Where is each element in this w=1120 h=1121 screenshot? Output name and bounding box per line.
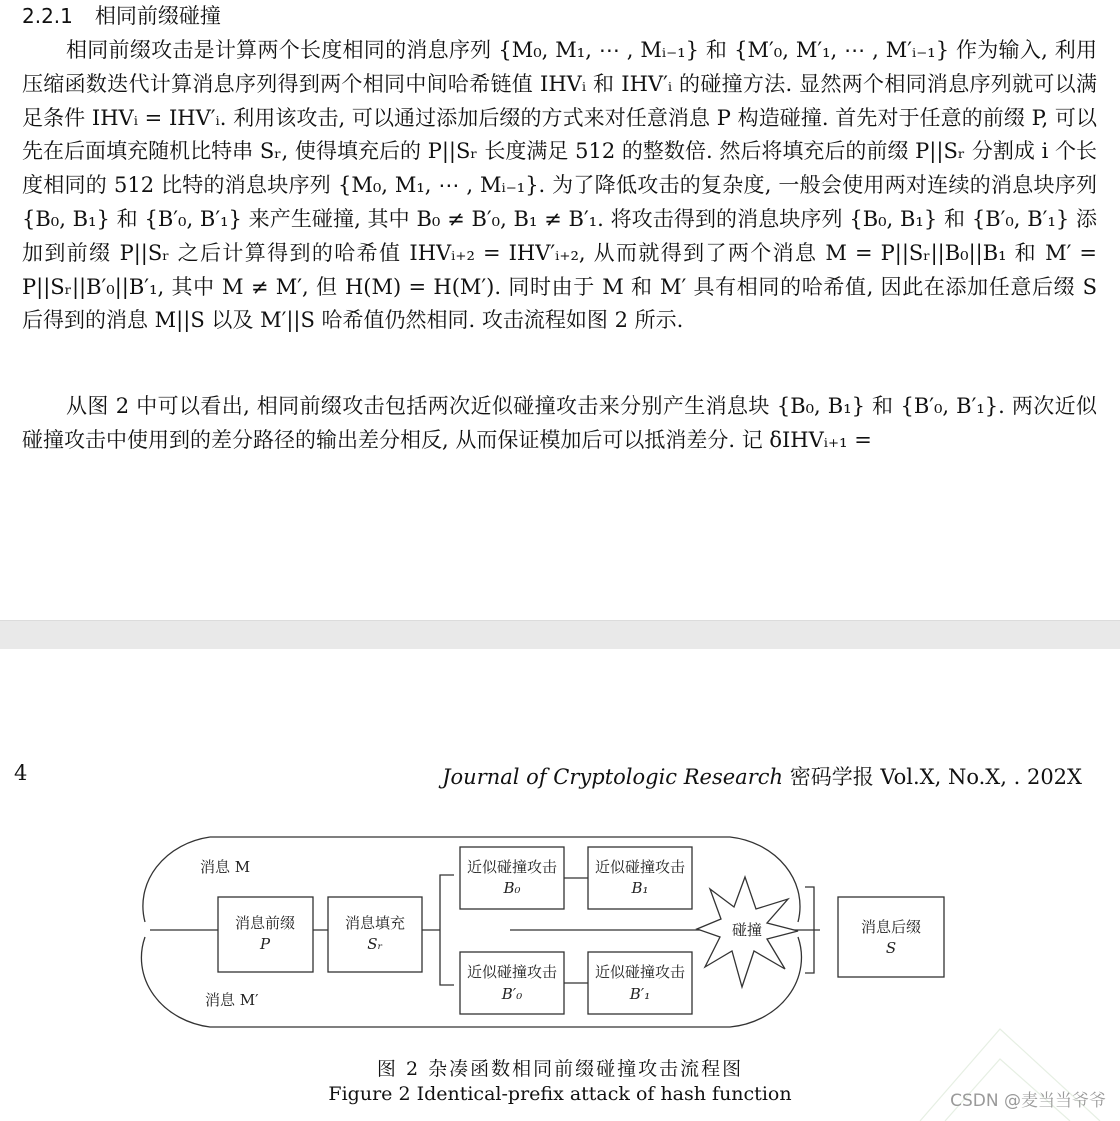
journal-name-zh: 密码学报 <box>789 765 874 789</box>
paragraph-figure-discussion: 从图 2 中可以看出, 相同前缀攻击包括两次近似碰撞攻击来分别产生消息块 {B₀, B₁} 和 {B′₀, B′₁}. 两次近似碰撞攻击中使用到的差分路径的输出差分相反, 从而保证模加后可以抵消差分. 记 δIHVᵢ₊₁ = <box>22 394 1097 452</box>
block-b1-prime: B′₁ <box>629 985 651 1003</box>
near-collision-b1-box <box>588 847 692 909</box>
label-message-m: 消息 M <box>200 858 251 876</box>
section-title: 相同前缀碰撞 <box>94 4 221 28</box>
csdn-watermark: CSDN @麦当当爷爷 <box>950 1091 1106 1111</box>
prefix-label: 消息前缀 <box>234 914 296 932</box>
suffix-box <box>838 897 944 977</box>
block-b1: B₁ <box>631 879 649 897</box>
page-bottom <box>0 649 1120 1121</box>
journal-volume: Vol.X, No.X, . 202X <box>880 765 1082 789</box>
near-collision-label-b1: 近似碰撞攻击 <box>594 858 686 876</box>
label-message-m-prime: 消息 M′ <box>205 991 259 1009</box>
block-b0: B₀ <box>503 879 521 897</box>
near-collision-b0-box <box>460 847 564 909</box>
page-separator <box>0 620 1120 650</box>
near-collision-label-b0-prime: 近似碰撞攻击 <box>466 963 558 981</box>
near-collision-b0-prime-box <box>460 952 564 1014</box>
near-collision-b1-prime-box <box>588 952 692 1014</box>
paragraph-identical-prefix: 相同前缀攻击是计算两个长度相同的消息序列 {M₀, M₁, ⋯ , Mᵢ₋₁} 和 {M′₀, M′₁, ⋯ , M′ᵢ₋₁} 作为输入, 利用压缩函数迭代计算消息序列得到两个相同中间哈希链值 IHVᵢ 和 IHV′ᵢ 的碰撞方法. 显然两个相同消息序列就可以满足条件 IHVᵢ = IHV′ᵢ. 利用该攻击, 可以通过添加后缀的方式来对任意消息 P 构造碰撞. 首先对于任意的前缀 P, 可以先在后面填充随机比特串 Sᵣ, 使得填充后的 P||Sᵣ 长度满足 512 的整数倍. 然后将填充后的前缀 P||Sᵣ 分割成 i 个长度相同的 512 比特的消息块序列 {M₀, M₁, ⋯ , Mᵢ₋₁}. 为了降低攻击的复杂度, 一般会使用两对连续的消息块序列 {B₀, B₁} 和 {B′₀, B′₁} 来产生碰撞, 其中 B₀ ≠ B′₀, B₁ ≠ B′₁. 将攻击得到的消息块序列 {B₀, B₁} 和 {B′₀, B′₁} 添加到前缀 P||Sᵣ 之后计算得到的哈希值 IHVᵢ₊₂ = IHV′ᵢ₊₂, 从而就得到了两个消息 M = P||Sᵣ||B₀||B₁ 和 M′ = P||Sᵣ||B′₀||B′₁, 其中 M ≠ M′, 但 H(M) = H(M′). 同时由于 M 和 M′ 具有相同的哈希值, 因此在添加任意后缀 S 后得到的消息 M||S 以及 M′||S 哈希值仍然相同. 攻击流程如图 2 所示. <box>22 38 1097 333</box>
figure-caption-zh: 图 2 杂凑函数相同前缀碰撞攻击流程图 <box>376 1058 744 1080</box>
figure-caption-en: Figure 2 Identical-prefix attack of hash function <box>328 1083 792 1105</box>
near-collision-label-b1-prime: 近似碰撞攻击 <box>594 963 686 981</box>
suffix-label: 消息后缀 <box>860 918 922 936</box>
left-bracket <box>440 875 454 985</box>
section-number: 2.2.1 <box>22 4 73 28</box>
journal-header <box>442 761 1082 791</box>
journal-name: Journal of Cryptologic Research <box>442 765 784 789</box>
prefix-symbol: P <box>259 935 271 953</box>
block-b0-prime: B′₀ <box>501 985 523 1003</box>
page-number: 4 <box>14 761 28 785</box>
padding-label: 消息填充 <box>344 914 406 932</box>
suffix-symbol: S <box>885 939 897 957</box>
collision-label: 碰撞 <box>731 921 763 939</box>
padding-symbol: Sᵣ <box>367 935 383 953</box>
section-heading <box>22 2 221 30</box>
attack-flow-diagram <box>130 827 960 1037</box>
near-collision-label-b0: 近似碰撞攻击 <box>466 858 558 876</box>
